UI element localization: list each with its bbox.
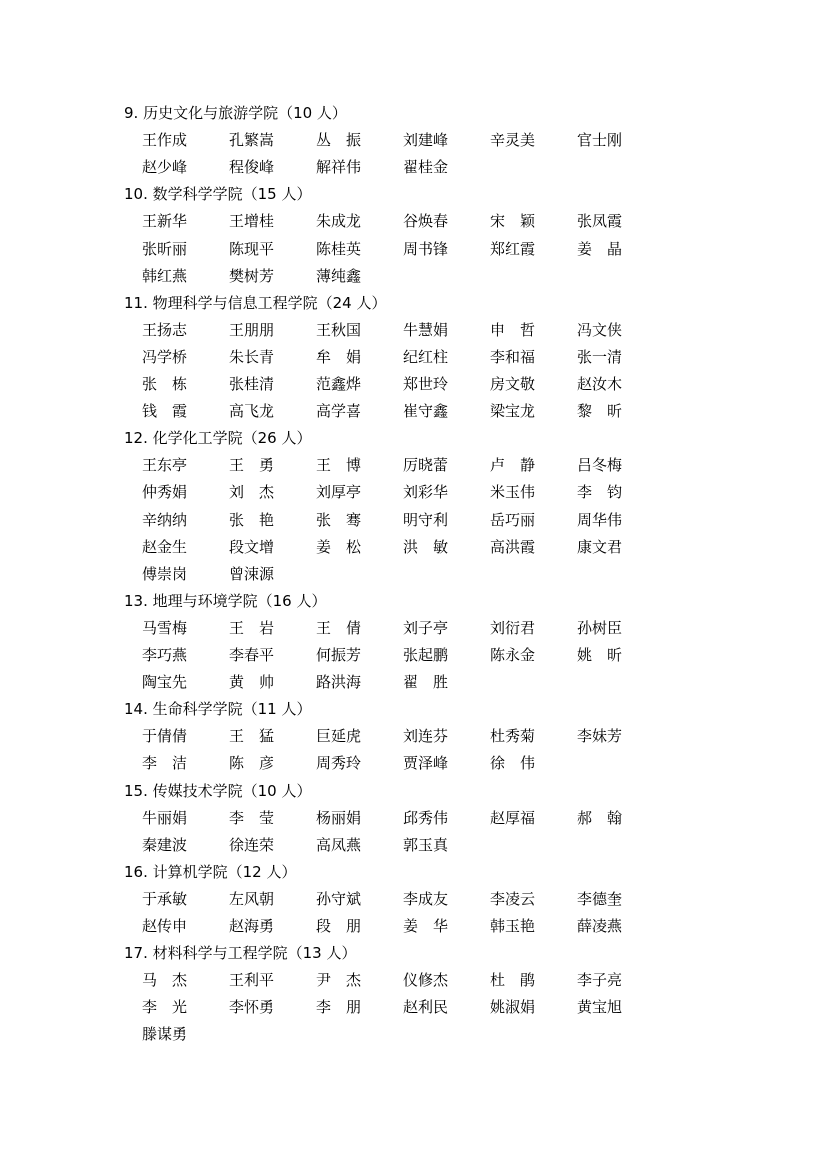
person-name: 姚 昕: [577, 646, 623, 664]
person-name: 牟 娟: [316, 347, 362, 366]
person-name: 郑世玲: [403, 375, 449, 393]
name-row: [0, 832, 827, 859]
person-name: 王 博: [316, 456, 362, 475]
person-name: 洪 敏: [403, 537, 449, 556]
person-name: 赵金生: [142, 537, 188, 556]
person-name: 王作成: [142, 131, 188, 150]
person-name: 黎 昕: [577, 402, 623, 421]
person-name: 高凤燕: [316, 835, 362, 854]
person-name: 杜 鹃: [490, 971, 536, 990]
name-row: [0, 669, 827, 696]
person-name: 周书锋: [403, 239, 449, 258]
person-name: 张 栋: [142, 375, 188, 393]
person-name: 韩玉艳: [490, 917, 536, 935]
person-name: 陈桂英: [316, 239, 362, 258]
name-row: [0, 263, 827, 290]
person-name: 刘子亭: [403, 618, 449, 637]
person-name: 陈永金: [490, 646, 536, 664]
person-name: 于倩倩: [142, 727, 188, 746]
name-row: [0, 561, 827, 588]
person-name: 王 倩: [316, 618, 362, 637]
person-name: 李 钧: [577, 483, 623, 502]
person-name: 张昕丽: [142, 239, 188, 258]
person-name: 姜 华: [403, 917, 449, 935]
person-name: 杨丽娟: [316, 808, 362, 827]
person-name: 郝 翰: [577, 808, 623, 827]
person-name: 何振芳: [316, 646, 362, 664]
person-name: 厉晓蕾: [403, 456, 449, 475]
section-heading: 9. 历史文化与旅游学院（10 人）: [124, 104, 347, 122]
section-heading: 13. 地理与环境学院（16 人）: [124, 591, 327, 610]
person-name: 马雪梅: [142, 618, 188, 637]
person-name: 牛丽娟: [142, 808, 188, 827]
person-name: 赵海勇: [229, 917, 275, 935]
person-name: 康文君: [577, 537, 623, 556]
person-name: 李子亮: [577, 971, 623, 990]
person-name: 明守利: [403, 510, 449, 529]
person-name: 丛 振: [316, 131, 362, 150]
person-name: 张 骞: [316, 510, 362, 529]
person-name: 薛凌燕: [577, 917, 623, 935]
name-row: [0, 615, 827, 642]
person-name: 李 洁: [142, 754, 188, 773]
person-name: 傅崇岗: [142, 564, 188, 583]
person-name: 郭玉真: [403, 835, 449, 854]
person-name: 张一清: [577, 347, 623, 366]
person-name: 于承敏: [142, 889, 188, 908]
person-name: 钱 霞: [142, 402, 188, 421]
person-name: 王 岩: [229, 618, 275, 637]
person-name: 王朋朋: [229, 320, 275, 339]
name-row: [0, 534, 827, 561]
person-name: 邱秀伟: [403, 808, 449, 827]
name-row: [0, 127, 827, 154]
name-row: [0, 317, 827, 344]
person-name: 李 光: [142, 998, 188, 1017]
person-name: 张桂清: [229, 375, 275, 393]
person-name: 米玉伟: [490, 483, 536, 502]
person-name: 黄 帅: [229, 673, 275, 692]
person-name: 李春平: [229, 646, 275, 664]
person-name: 黄宝旭: [577, 998, 623, 1017]
person-name: 李巧燕: [142, 646, 188, 664]
name-row: [0, 154, 827, 181]
person-name: 姚淑娟: [490, 998, 536, 1017]
person-name: 孔繁嵩: [229, 131, 275, 150]
person-name: 曾涑源: [229, 564, 275, 583]
person-name: 李 朋: [316, 998, 362, 1017]
person-name: 刘衍君: [490, 618, 536, 637]
name-row: [0, 967, 827, 994]
person-name: 薄纯鑫: [316, 266, 362, 285]
person-name: 段文增: [229, 537, 275, 556]
person-name: 解祥伟: [316, 158, 362, 177]
person-name: 房文敬: [490, 375, 536, 393]
person-name: 崔守鑫: [403, 402, 449, 421]
person-name: 高飞龙: [229, 402, 275, 421]
person-name: 周华伟: [577, 510, 623, 529]
section-heading: 15. 传媒技术学院（10 人）: [124, 781, 312, 800]
person-name: 孙树臣: [577, 618, 623, 637]
person-name: 纪红柱: [403, 347, 449, 366]
person-name: 王东亭: [142, 456, 188, 475]
name-row: [0, 398, 827, 425]
person-name: 宋 颖: [490, 212, 536, 231]
person-name: 路洪海: [316, 673, 362, 692]
person-name: 陈现平: [229, 239, 275, 258]
person-name: 刘连芬: [403, 727, 449, 746]
person-name: 徐 伟: [490, 754, 536, 773]
person-name: 段 朋: [316, 917, 362, 935]
person-name: 李凌云: [490, 889, 536, 908]
person-name: 秦建波: [142, 835, 188, 854]
person-name: 官士刚: [577, 131, 623, 150]
person-name: 吕冬梅: [577, 456, 623, 475]
section-heading: 16. 计算机学院（12 人）: [124, 862, 297, 881]
person-name: 张起鹏: [403, 646, 449, 664]
person-name: 冯文侠: [577, 320, 623, 339]
person-name: 周秀玲: [316, 754, 362, 773]
person-name: 李妹芳: [577, 727, 623, 746]
person-name: 朱长青: [229, 347, 275, 366]
person-name: 陈 彦: [229, 754, 275, 773]
person-name: 赵传申: [142, 917, 188, 935]
person-name: 刘建峰: [403, 131, 449, 150]
person-name: 赵厚福: [490, 808, 536, 827]
person-name: 孙守斌: [316, 889, 362, 908]
name-row: [0, 507, 827, 534]
person-name: 樊树芳: [229, 266, 275, 285]
person-name: 赵少峰: [142, 158, 188, 177]
person-name: 贾泽峰: [403, 754, 449, 773]
person-name: 辛灵美: [490, 131, 536, 150]
person-name: 李和福: [490, 347, 536, 366]
person-name: 陶宝先: [142, 673, 188, 692]
person-name: 郑红霞: [490, 239, 536, 258]
person-name: 张凤霞: [577, 212, 623, 231]
person-name: 王秋国: [316, 320, 362, 339]
person-name: 冯学桥: [142, 347, 188, 366]
name-row: [0, 750, 827, 777]
name-row: [0, 344, 827, 371]
person-name: 王增桂: [229, 212, 275, 231]
person-name: 杜秀菊: [490, 727, 536, 746]
name-row: [0, 642, 827, 669]
person-name: 申 哲: [490, 320, 536, 339]
section-heading: 10. 数学科学学院（15 人）: [124, 185, 312, 204]
person-name: 姜 松: [316, 537, 362, 556]
person-name: 岳巧丽: [490, 510, 536, 529]
name-row: [0, 723, 827, 750]
person-name: 王 猛: [229, 727, 275, 746]
person-name: 仪修杰: [403, 971, 449, 990]
person-name: 马 杰: [142, 971, 188, 990]
name-row: [0, 805, 827, 832]
person-name: 王新华: [142, 212, 188, 231]
person-name: 韩红燕: [142, 266, 188, 285]
name-row: [0, 994, 827, 1021]
person-name: 刘厚亭: [316, 483, 362, 502]
name-row: [0, 236, 827, 263]
section-heading: 11. 物理科学与信息工程学院（24 人）: [124, 293, 387, 312]
person-name: 刘彩华: [403, 483, 449, 502]
person-name: 程俊峰: [229, 158, 275, 177]
person-name: 高学喜: [316, 402, 362, 421]
person-name: 辛纳纳: [142, 510, 188, 529]
person-name: 王扬志: [142, 320, 188, 339]
person-name: 高洪霞: [490, 537, 536, 556]
person-name: 李 莹: [229, 808, 275, 827]
person-name: 李怀勇: [229, 998, 275, 1017]
person-name: 赵利民: [403, 998, 449, 1017]
name-row: [0, 371, 827, 398]
person-name: 王 勇: [229, 456, 275, 475]
person-name: 翟桂金: [403, 158, 449, 177]
person-name: 滕谋勇: [142, 1025, 188, 1044]
section-heading: 17. 材料科学与工程学院（13 人）: [124, 944, 357, 963]
name-row: [0, 886, 827, 913]
person-name: 李成友: [403, 889, 449, 908]
person-name: 翟 胜: [403, 673, 449, 692]
name-row: [0, 913, 827, 940]
person-name: 梁宝龙: [490, 402, 536, 421]
name-row: [0, 208, 827, 235]
person-name: 谷焕春: [403, 212, 449, 231]
section-heading: 12. 化学化工学院（26 人）: [124, 429, 312, 448]
person-name: 姜 晶: [577, 239, 623, 258]
person-name: 李德奎: [577, 889, 623, 908]
person-name: 卢 静: [490, 456, 536, 475]
person-name: 朱成龙: [316, 212, 362, 231]
person-name: 王利平: [229, 971, 275, 990]
person-name: 仲秀娟: [142, 483, 188, 502]
person-name: 范鑫烨: [316, 375, 362, 393]
name-row: [0, 1021, 827, 1048]
person-name: 刘 杰: [229, 483, 275, 502]
section-heading: 14. 生命科学学院（11 人）: [124, 700, 312, 719]
name-row: [0, 479, 827, 506]
person-name: 巨延虎: [316, 727, 362, 746]
person-name: 牛慧娟: [403, 320, 449, 339]
name-row: [0, 452, 827, 479]
person-name: 张 艳: [229, 510, 275, 529]
person-name: 赵汝木: [577, 375, 623, 393]
person-name: 左风朝: [229, 889, 275, 908]
person-name: 徐连荣: [229, 835, 275, 854]
person-name: 尹 杰: [316, 971, 362, 990]
